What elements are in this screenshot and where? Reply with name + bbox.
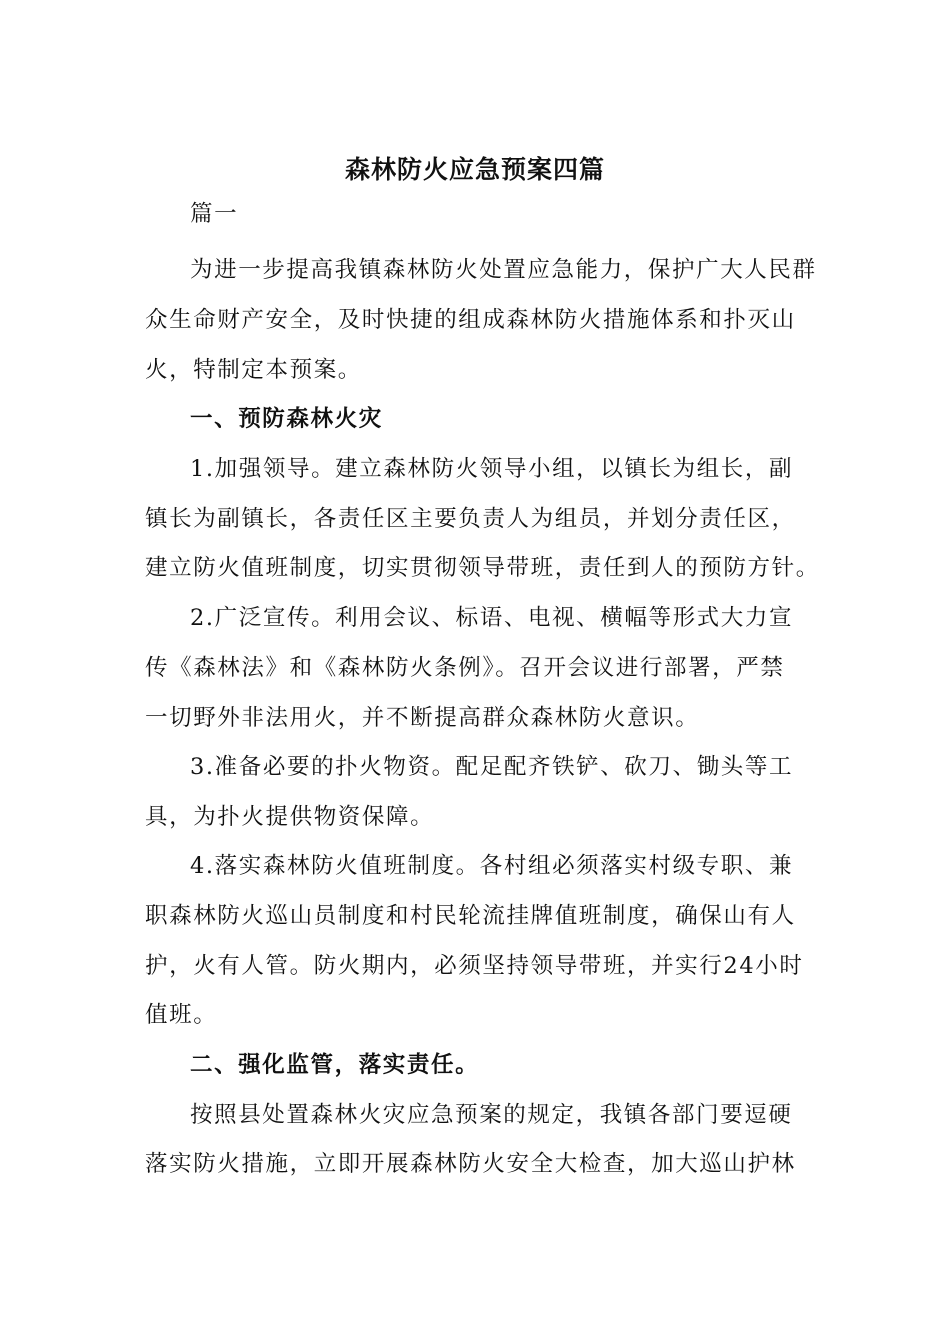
paragraph-line: 火，特制定本预案。 [145, 357, 362, 383]
paragraph-line: 值班。 [145, 1002, 218, 1028]
paragraph-line: 2.广泛宣传。利用会议、标语、电视、横幅等形式大力宣 [190, 605, 794, 631]
paragraph-line: 具，为扑火提供物资保障。 [145, 804, 435, 830]
paragraph-line: 为进一步提高我镇森林防火处置应急能力，保护广大人民群 [190, 257, 817, 283]
section-label: 篇一 [190, 201, 239, 227]
section-heading: 二、强化监管，落实责任。 [190, 1052, 480, 1078]
paragraph-line: 4.落实森林防火值班制度。各村组必须落实村级专职、兼 [190, 853, 794, 879]
paragraph-line: 建立防火值班制度，切实贯彻领导带班，责任到人的预防方针。 [145, 555, 820, 581]
paragraph-line: 3.准备必要的扑火物资。配足配齐铁铲、砍刀、锄头等工 [190, 754, 794, 780]
paragraph-line: 传《森林法》和《森林防火条例》。召开会议进行部署，严禁 [145, 655, 785, 681]
paragraph-line: 一切野外非法用火，并不断提高群众森林防火意识。 [145, 705, 700, 731]
paragraph-line: 按照县处置森林火灾应急预案的规定，我镇各部门要逗硬 [190, 1102, 793, 1128]
section-heading: 一、预防森林火灾 [190, 406, 383, 432]
document-title: 森林防火应急预案四篇 [344, 155, 605, 184]
paragraph-line: 镇长为副镇长，各责任区主要负责人为组员，并划分责任区， [145, 506, 796, 532]
paragraph-line: 职森林防火巡山员制度和村民轮流挂牌值班制度，确保山有人 [145, 903, 796, 929]
paragraph-line: 落实防火措施，立即开展森林防火安全大检查，加大巡山护林 [145, 1151, 796, 1177]
paragraph-line: 1.加强领导。建立森林防火领导小组，以镇长为组长，副 [190, 456, 794, 482]
paragraph-line: 众生命财产安全，及时快捷的组成森林防火措施体系和扑灭山 [145, 307, 796, 333]
paragraph-line: 护，火有人管。防火期内，必须坚持领导带班，并实行24小时 [145, 953, 804, 979]
